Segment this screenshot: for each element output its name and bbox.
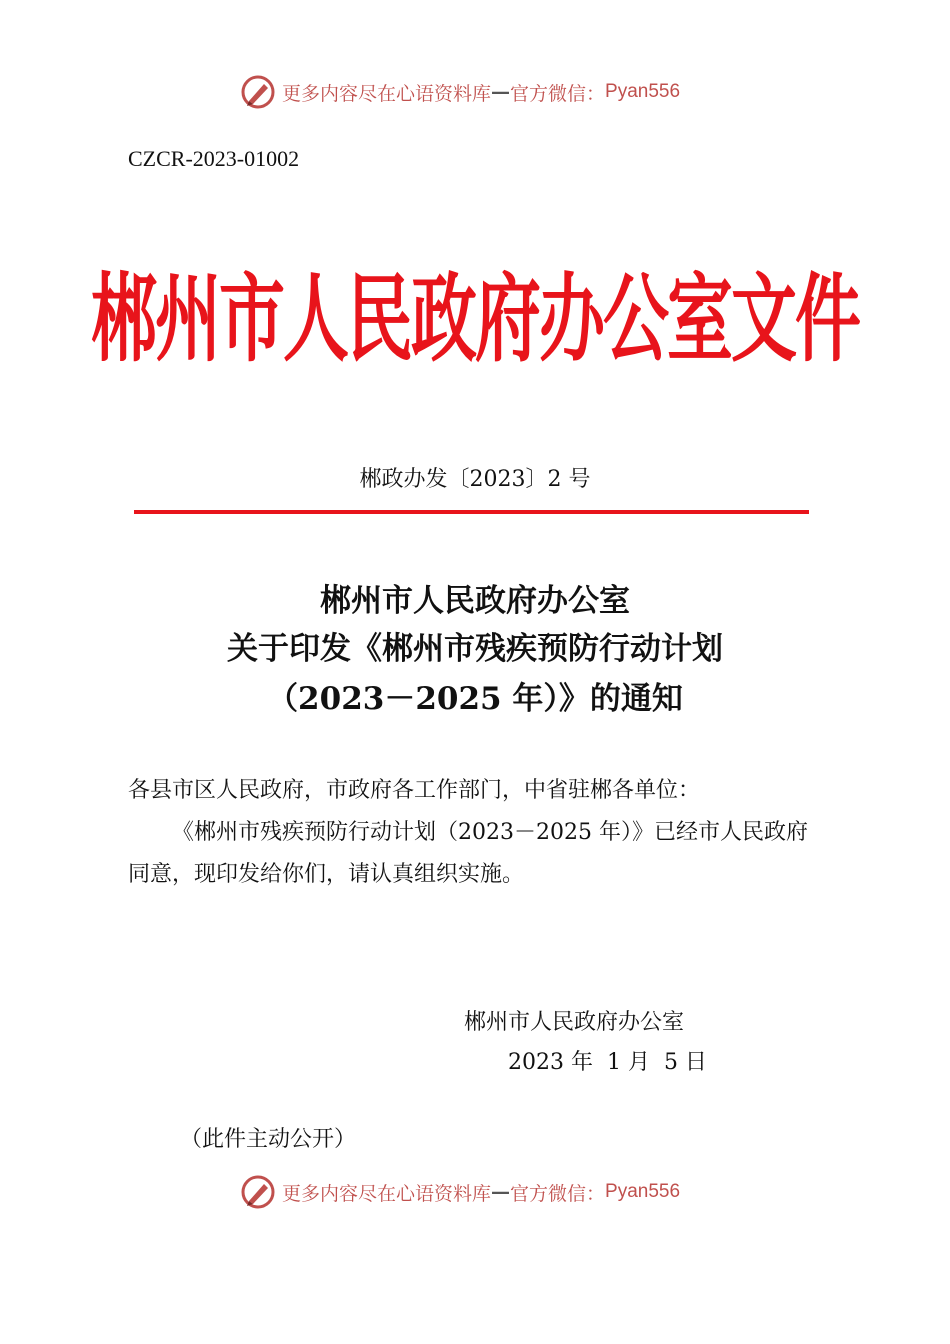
- body-paragraph: 《郴州市残疾预防行动计划（2023－2025 年）》已经市人民政府同意，现印发给你们，请认真组织实施。: [128, 820, 808, 887]
- signature-date: 2023 年 1 月 5 日: [508, 1050, 707, 1075]
- document-code: CZCR-2023-01002: [128, 146, 300, 171]
- watermark-account: Pyan556: [605, 81, 681, 102]
- watermark-label: 官方微信：: [510, 1182, 606, 1205]
- signature-organization: 郴州市人民政府办公室: [464, 1010, 685, 1035]
- salutation: 各县市区人民政府，市政府各工作部门，中省驻郴各单位：: [128, 778, 701, 803]
- masthead-title: 郴州市人民政府办公室文件: [91, 262, 859, 375]
- notice-title-line-3: （2023－2025 年）》的通知: [267, 681, 683, 717]
- watermark-label: 官方微信：: [510, 82, 606, 105]
- disclosure-note: （此件主动公开）: [180, 1127, 357, 1152]
- notice-title-line-2: 关于印发《郴州市残疾预防行动计划: [227, 631, 723, 667]
- watermark-footer: [240, 1172, 760, 1212]
- watermark-brand-text: 更多内容尽在心语资料库: [282, 82, 492, 105]
- watermark-header: [240, 72, 760, 112]
- watermark-separator: —: [491, 81, 511, 103]
- pen-logo-icon: [240, 74, 276, 110]
- watermark-brand-text: 更多内容尽在心语资料库: [282, 1182, 492, 1205]
- notice-title-line-1: 郴州市人民政府办公室: [320, 583, 630, 619]
- issue-number: 郴政办发〔2023〕2 号: [359, 467, 591, 492]
- pen-logo-icon: [240, 1174, 276, 1210]
- watermark-account: Pyan556: [605, 1181, 681, 1202]
- red-divider-line: [134, 510, 809, 514]
- watermark-separator: —: [491, 1181, 511, 1203]
